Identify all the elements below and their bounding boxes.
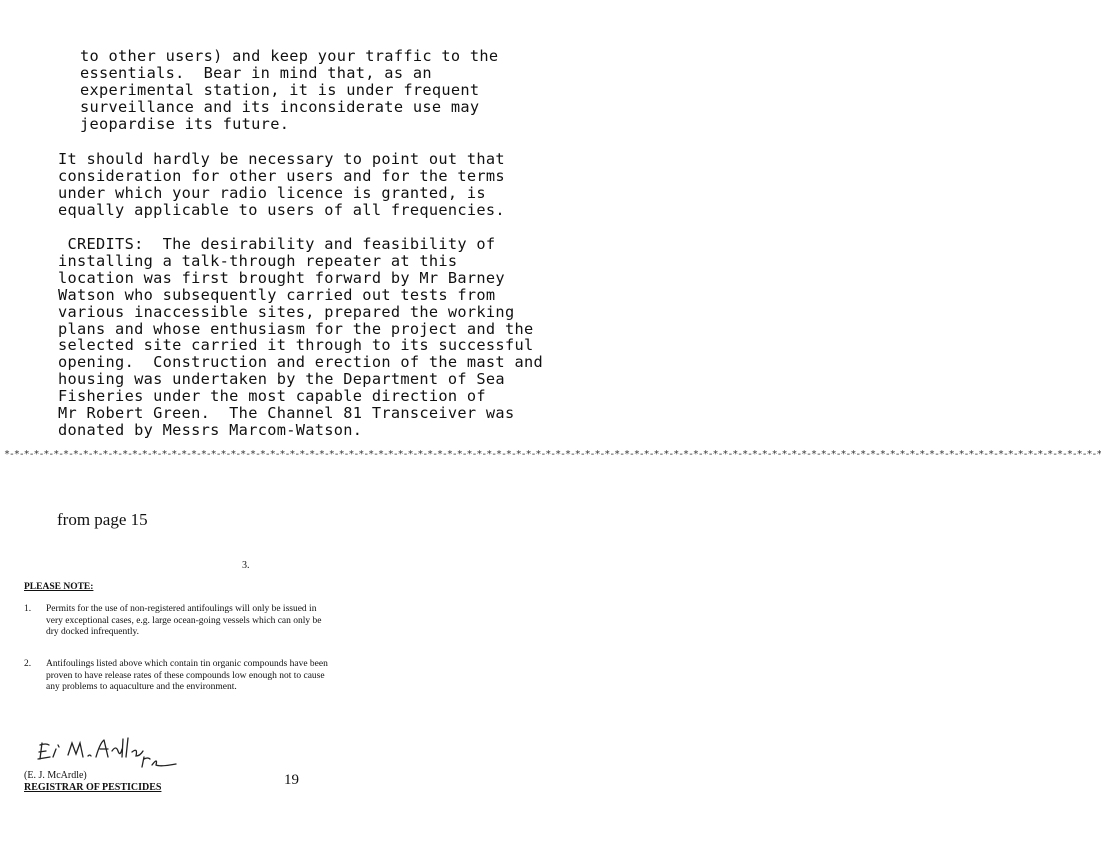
from-page-label: from page 15 (57, 510, 148, 529)
credits-paragraph: CREDITS: The desirability and feasibility of installing a talk-through repeater at this location was first brought forward by Mr Barney Watson who subsequently carried out tests from various inaccessible sites, prepared the working plans and whose enthusiasm for the project and the selected site carried it through to its successful opening. Construction and erection of the mast and housing was undertaken by the Department of Sea Fisheries under the most capable direction of Mr Robert Green. The Channel 81 Transceiver was donated by Messrs Marcom-Watson. (58, 235, 543, 439)
note-text: Permits for the use of non-registered antifoulings will only be issued in very exceptional cases, e.g. large ocean-going vessels which can only be dry docked infrequently. (46, 604, 322, 637)
body-paragraph-2: It should hardly be necessary to point out that consideration for other users and for the terms under which your radio licence is granted, is equally applicable to users of all frequencies. (58, 150, 505, 219)
note-item (24, 659, 464, 694)
page-number: 19 (284, 772, 299, 788)
section-page-marker: 3. (242, 560, 250, 571)
note-number: 1. (24, 604, 32, 614)
signatory-title: REGISTRAR OF PESTICIDES (24, 782, 162, 793)
note-item (24, 604, 464, 639)
body-paragraph-1: to other users) and keep your traffic to the essentials. Bear in mind that, as an experimental station, it is under frequent surveillance and its inconsiderate use may jeopardise its future. (80, 47, 499, 133)
note-number: 2. (24, 659, 32, 669)
asterisk-divider: *-*-*-*-*-*-*-*-*-*-*-*-*-*-*-*-*-*-*-*-*-*-*-*-*-*-*-*-*-*-*-*-*-*-*-*-*-*-*-*-*-*-*-*-*-*-*-*-*-*-*-*-*-*-*-*-*-*-*-*-*-*-*-*-*-*-*-*-*-*-*-*-*-*-*-*-*-*-*-*-*-*-*-*-*-*-*-*-*-*-*-*-*-*-*-*-*-*-*-*-*-*-*-*-*-*-*-*-*-*-*-* (4, 449, 1101, 460)
please-note-heading: PLEASE NOTE: (24, 582, 94, 592)
handwritten-signature (30, 735, 190, 775)
note-text: Antifoulings listed above which contain tin organic compounds have been proven to have release rates of these compounds low enough not to cause any problems to aquaculture and the environment. (46, 659, 328, 692)
signatory-name: (E. J. McArdle) (24, 770, 87, 781)
